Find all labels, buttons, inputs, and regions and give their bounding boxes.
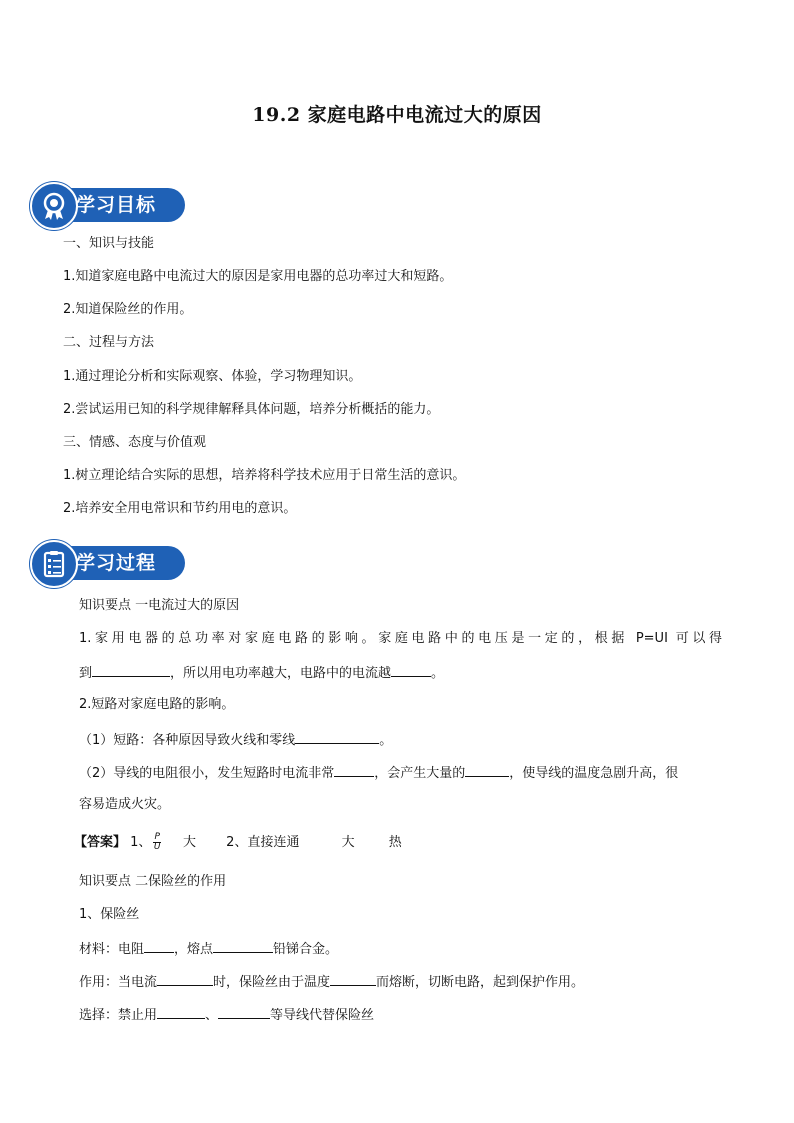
goals-line-1: 1.知道家庭电路中电流过大的原因是家用电器的总功率过大和短路。	[63, 269, 453, 284]
fill-blank[interactable]	[157, 1004, 205, 1019]
page-title: 19.2 家庭电路中电流过大的原因	[252, 104, 542, 126]
section-title-process: 学习过程	[76, 552, 157, 574]
goals-line-5: 1.树立理论结合实际的思想，培养将科学技术应用于日常生活的意识。	[63, 468, 466, 483]
paragraph-3: （1）短路：各种原因导致火线和零线 。	[79, 729, 392, 751]
goals-line-2: 2.知道保险丝的作用。	[63, 302, 193, 317]
section-banner-process	[30, 540, 190, 586]
goals-heading-3: 三、情感、态度与价值观	[63, 435, 207, 450]
goals-heading-2: 二、过程与方法	[63, 335, 155, 350]
goals-line-6: 2.培养安全用电常识和节约用电的意识。	[63, 501, 297, 516]
fill-blank[interactable]	[391, 662, 431, 677]
paragraph-1b: 到 ，所以用电功率越大，电路中的电流越 。	[79, 662, 444, 684]
fill-blank[interactable]	[144, 938, 174, 953]
fill-blank[interactable]	[218, 1004, 270, 1019]
section-title-goals: 学习目标	[76, 194, 157, 216]
fraction-p-over-u: $\frac{P}{U}$	[153, 832, 161, 852]
section-banner-goals	[30, 182, 190, 228]
paragraph-5: 容易造成火灾。	[79, 797, 171, 812]
paragraph-2: 2.短路对家庭电路的影响。	[79, 697, 235, 712]
checklist-icon	[30, 540, 78, 588]
award-medal-icon	[30, 182, 78, 230]
fill-blank[interactable]	[330, 971, 376, 986]
fill-blank[interactable]	[213, 938, 273, 953]
paragraph-4: （2）导线的电阻很小，发生短路时电流非常 ，会产生大量的 ，使导线的温度急剧升高，很	[79, 762, 678, 784]
goals-line-4: 2.尝试运用已知的科学规律解释具体问题，培养分析概括的能力。	[63, 402, 440, 417]
fuse-heading: 1、保险丝	[79, 907, 140, 922]
goals-line-3: 1.通过理论分析和实际观察、体验，学习物理知识。	[63, 369, 362, 384]
knowledge-point-2: 知识要点 二保险丝的作用	[79, 874, 227, 889]
fill-blank[interactable]	[157, 971, 213, 986]
fuse-selection: 选择：禁止用 、 等导线代替保险丝	[79, 1004, 374, 1026]
knowledge-point-1: 知识要点 一电流过大的原因	[79, 598, 240, 613]
fill-blank[interactable]	[465, 762, 509, 777]
fill-blank[interactable]	[334, 762, 374, 777]
fuse-material: 材料：电阻 ，熔点 铅锑合金。	[79, 938, 338, 960]
fill-blank[interactable]	[295, 729, 379, 744]
goals-heading-1: 一、知识与技能	[63, 236, 155, 251]
fuse-function: 作用：当电流 时，保险丝由于温度 而熔断，切断电路，起到保护作用。	[79, 971, 584, 993]
answer-line: 【答案】 1、 $\frac{P}{U}$ 大 2、直接连通 大 热	[74, 832, 402, 852]
fill-blank[interactable]	[92, 662, 170, 677]
paragraph-1a: 1.家用电器的总功率对家庭电路的影响。家庭电路中的电压是一定的，根据 P=UI 可以得	[79, 631, 722, 646]
